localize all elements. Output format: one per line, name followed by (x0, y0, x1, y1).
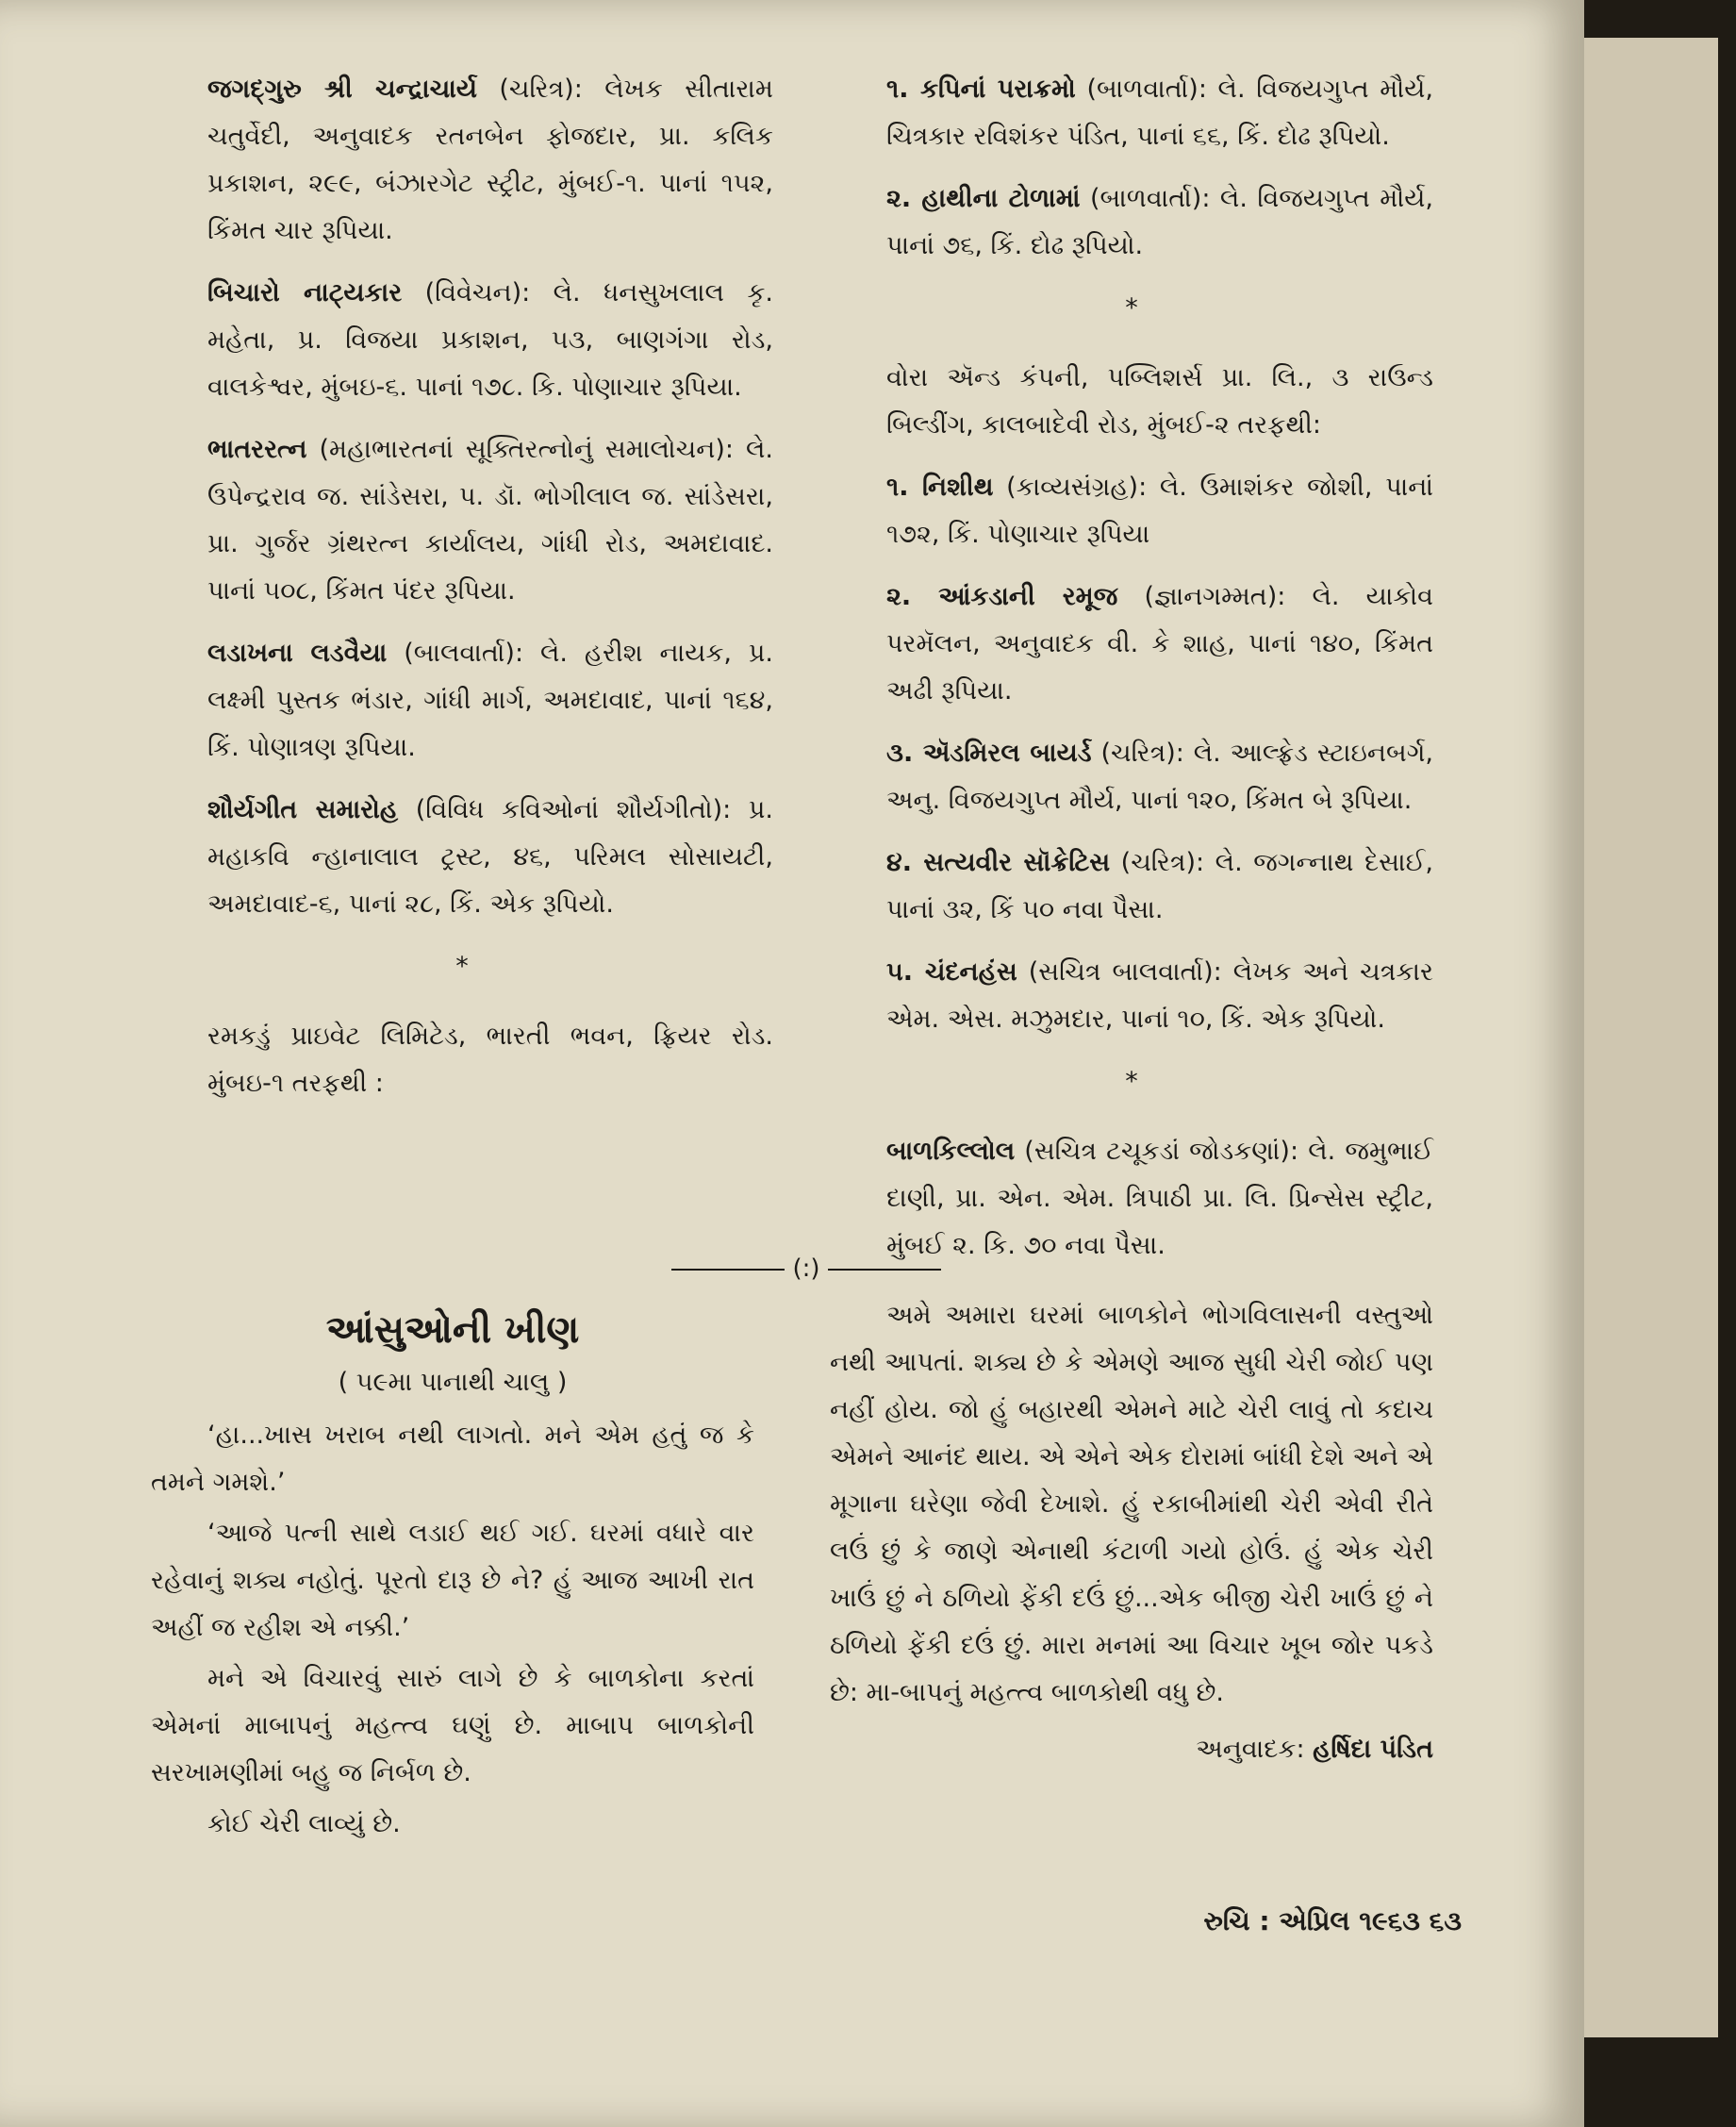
book-entry (151, 66, 773, 255)
book-title: શૌર્યગીત સમારોહ (207, 795, 399, 824)
book-details: (વિવિધ કવિઓનાં શૌર્યગીતો): પ્ર. મહાકવિ ન્હાનાલાલ ટ્રસ્ટ, ૪૬, પરિમલ સોસાયટી, અમદાવાદ-૬, પાનાં ૨૮, કિં. એક રૂપિયો. (207, 795, 774, 919)
book-details: (ચરિત્ર): લે. આલ્ફ્રેડ સ્ટાઇનબર્ગ, અનુ. વિજયગુપ્ત મૌર્ય, પાનાં ૧૨૦, કિંમત બે રૂપિયા. (886, 739, 1433, 815)
book-entry (830, 839, 1433, 934)
left-book-list (151, 66, 773, 928)
right-book-list-c (830, 1128, 1433, 1270)
book-details: (કાવ્યસંગ્રહ): લે. ઉમાશંકર જોશી, પાનાં ૧૭૨, કિં. પોણાચાર રૂપિયા (886, 473, 1434, 549)
book-entry (151, 630, 773, 772)
book-title: ભાતરરત્ન (207, 435, 307, 464)
book-details: (વિવેચન): લે. ધનસુખલાલ કૃ. મહેતા, પ્ર. વિજયા પ્રકાશન, ૫૩, બાણગંગા રોડ, વાલકેશ્વર, મુંબઇ-૬. પાનાં ૧૭૮. કિ. પોણાચાર રૂપિયા. (207, 278, 773, 402)
book-details: (મહાભારતનાં સૂક્તિરત્નોનું સમાલોચન): લે. ઉપેન્દ્રરાવ જ. સાંડેસરા, પ. ડૉ. ભોગીલાલ જ. સાંડેસરા, પ્રા. ગુર્જર ગ્રંથરત્ન કાર્યાલય, ગાંધી રોડ, અમદાવાદ. પાનાં ૫૦૮, કિંમત પંદર રૂપિયા. (207, 435, 773, 606)
right-column (830, 66, 1433, 1285)
story-paragraph: ‘હા...ખાસ ખરાબ નથી લાગતો. મને એમ હતું જ કે તમને ગમશે.’ (151, 1421, 754, 1497)
book-entry (830, 175, 1433, 270)
translator-label: અનુવાદક: (1196, 1735, 1305, 1764)
book-details: (બાળવાર્તા): લે. વિજયગુપ્ત મૌર્ય, ચિત્રકાર રવિશંકર પંડિત, પાનાં ૬૬, કિં. દોઢ રૂપિયો. (886, 75, 1433, 151)
publisher-line: રમકડું પ્રાઇવેટ લિમિટેડ, ભારતી ભવન, ફ્રિયર રોડ. મુંબઇ-૧ તરફથી : (207, 1022, 773, 1098)
translator-name: હર્ષિદા પંડિત (1313, 1735, 1433, 1764)
story-paragraph: કોઈ ચેરી લાવ્યું છે. (207, 1809, 401, 1838)
separator-star: * (1125, 293, 1138, 323)
book-entry (830, 730, 1433, 824)
divider-line (828, 1269, 941, 1271)
book-title: ૨. હાથીના ટોળામાં (886, 184, 1081, 213)
book-title: ૫. ચંદનહંસ (886, 957, 1017, 987)
separator-star: * (455, 952, 469, 981)
book-title: જગદ્ગુરુ શ્રી ચન્દ્રાચાર્ય (207, 75, 477, 104)
divider-line (671, 1269, 785, 1271)
story-left (151, 1306, 754, 1852)
publisher-line: વોરા ઍન્ડ કંપની, પબ્લિશર્સ પ્રા. લિ., ૩ રાઉન્ડ બિલ્ડીંગ, કાલબાદેવી રોડ, મુંબઈ-૨ તરફથી: (886, 363, 1433, 440)
book-details: (ચરિત્ર): લે. જગન્નાથ દેસાઈ, પાનાં ૩૨, કિં ૫૦ નવા પૈસા. (886, 848, 1433, 924)
book-details: (સચિત્ર બાલવાર્તા): લેખક અને ચત્રકાર એમ. એસ. મઝુમદાર, પાનાં ૧૦, કિં. એક રૂપિયો. (886, 957, 1433, 1034)
book-details: (બાળવાર્તા): લે. વિજયગુપ્ત મૌર્ય, પાનાં ૭૬, કિં. દોઢ રૂપિયો. (886, 184, 1433, 260)
book-title: બાળકિલ્લોલ (886, 1137, 1016, 1166)
right-book-list-b (830, 464, 1433, 1043)
book-entry (830, 949, 1433, 1043)
book-title: બિચારો નાટ્યકાર (207, 278, 403, 307)
story-right (830, 1292, 1433, 1773)
page-footer: રુચિ : એપ્રિલ ૧૯૬૩ ૬૩ (1203, 1905, 1462, 1936)
book-entry (830, 464, 1433, 558)
book-entry (830, 66, 1433, 160)
book-title: ૧. કપિનાં પરાક્રમો (886, 75, 1076, 104)
book-details: (ચરિત્ર): લેખક સીતારામ ચતુર્વેદી, અનુવાદક રતનબેન ફોજદાર, પ્રા. કલિક પ્રકાશન, ૨૯૯, બંઝારગેટ સ્ટ્રીટ, મુંબઈ-૧. પાનાં ૧૫૨, કિંમત ચાર રૂપિયા. (207, 75, 773, 245)
story-paragraph: ‘આજે પત્ની સાથે લડાઈ થઈ ગઈ. ઘરમાં વધારે વાર રહેવાનું શક્ય નહોતું. પૂરતો દારૂ છે ને? હું આજ આખી રાત અહીં જ રહીશ એ નક્કી.’ (151, 1519, 754, 1642)
book-details: (સચિત્ર ટચૂકડાં જોડકણાં): લે. જમુભાઈ દાણી, પ્રા. એન. એમ. ત્રિપાઠી પ્રા. લિ. પ્રિન્સેસ સ્ટ્રીટ, મુંબઈ ૨. કિ. ૭૦ નવા પૈસા. (886, 1137, 1433, 1260)
book-title: ૧. નિશીથ (886, 473, 994, 502)
story-title: આંસુઓની ખીણ (325, 1308, 580, 1352)
left-column (151, 66, 773, 1122)
separator-star: * (1125, 1067, 1138, 1096)
book-entry (830, 573, 1433, 715)
story-paragraph: મને એ વિચારવું સારું લાગે છે કે બાળકોના કરતાં એમનાં માબાપનું મહત્ત્વ ઘણું છે. માબાપ બાળકોની સરખામણીમાં બહુ જ નિર્બળ છે. (151, 1664, 754, 1787)
book-entry (830, 1128, 1433, 1270)
story-paragraph: અમે અમારા ઘરમાં બાળકોને ભોગવિલાસની વસ્તુઓ નથી આપતાં. શક્ય છે કે એમણે આજ સુધી ચેરી જોઈ પણ નહીં હોય. જો હું બહારથી એમને માટે ચેરી લાવું તો કદાચ એમને આનંદ થાય. એ એને એક દોરામાં બાંધી દેશે અને એ મૂગાના ઘરેણા જેવી દેખાશે. હું રકાબીમાંથી ચેરી એવી રીતે લઉં છું કે જાણે એનાથી કંટાળી ગયો હોઉં. હું એક ચેરી ખાઉં છું ને ઠળિયો ફેંકી દઉં છું...એક બીજી ચેરી ખાઉં છું ને ઠળિયો ફેંકી દઉં છું. મારા મનમાં આ વિચાર ખૂબ જોર પકડે છે: મા-બાપનું મહત્ત્વ બાળકોથી વધુ છે. (830, 1301, 1433, 1707)
book-title: ૪. સત્યવીર સૉક્રેટિસ (886, 848, 1111, 877)
divider-symbol: (:) (792, 1255, 820, 1283)
book-details: (બાલવાર્તા): લે. હરીશ નાયક, પ્ર. લક્ષ્મી પુસ્તક ભંડાર, ગાંધી માર્ગ, અમદાવાદ, પાનાં ૧૬૪, કિં. પોણાત્રણ રૂપિયા. (207, 639, 773, 762)
book-entry (151, 787, 773, 928)
book-entry (151, 426, 773, 615)
book-details: (જ્ઞાનગમ્મત): લે. યાકોવ પરમૅલન, અનુવાદક વી. કે શાહ, પાનાં ૧૪૦, કિંમત અઢી રૂપિયા. (886, 582, 1433, 706)
right-book-list-a (830, 66, 1433, 270)
book-title: લડાખના લડવૈયા (207, 639, 388, 668)
book-title: ૨. આંકડાની રમૂજ (886, 582, 1118, 611)
section-divider (637, 1255, 976, 1283)
translator-credit (830, 1726, 1433, 1773)
book-entry (151, 270, 773, 411)
continued-note: ( ૫૯મા પાનાથી ચાલુ ) (338, 1368, 568, 1397)
book-title: ૩. ઍડમિરલ બાયર્ડ (886, 739, 1092, 768)
